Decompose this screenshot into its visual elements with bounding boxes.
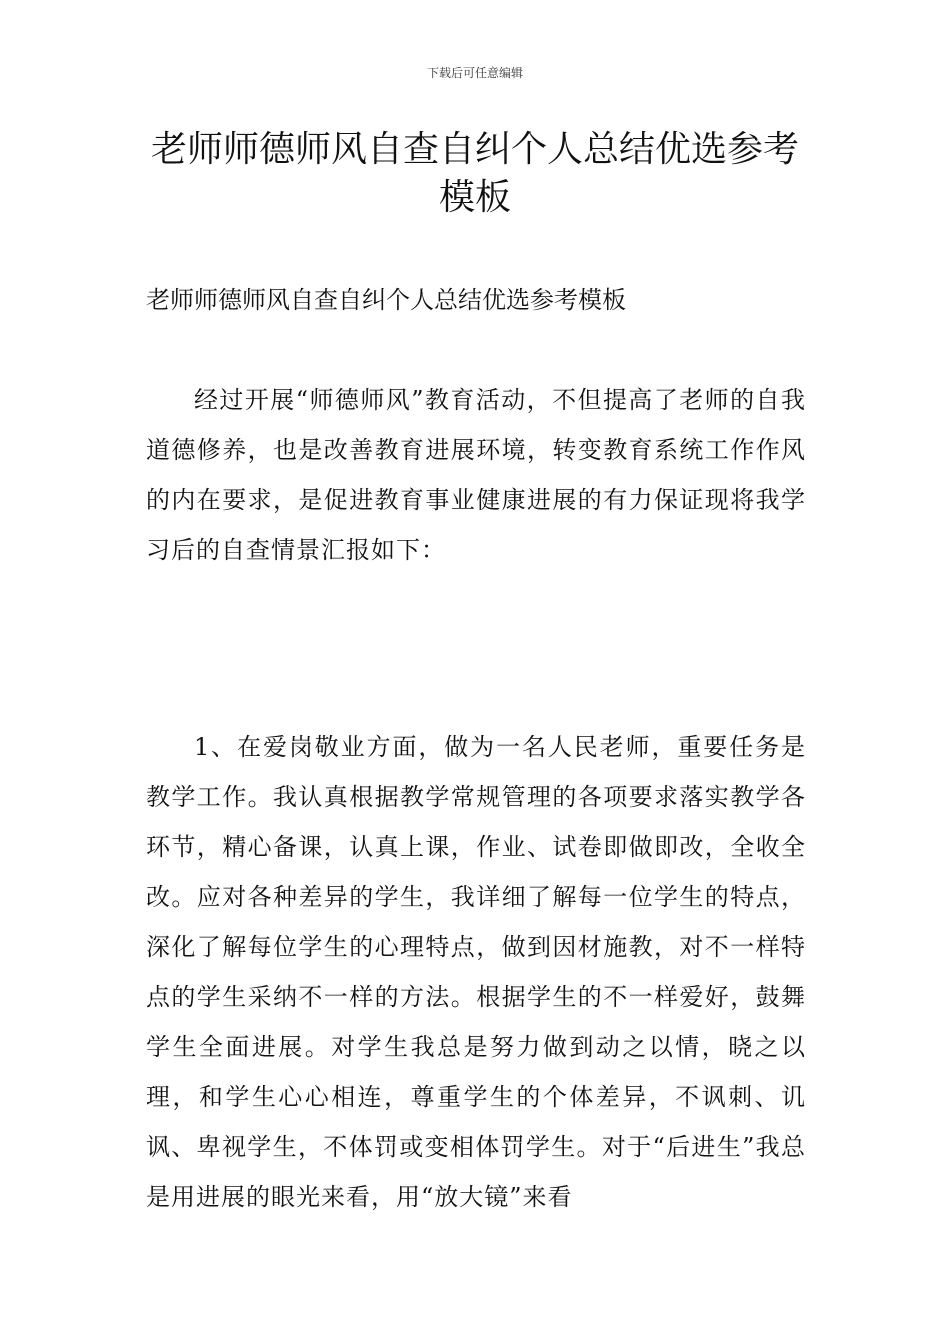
header-note: 下载后可任意编辑 <box>426 66 523 80</box>
document-title: 老师师德师风自查自纠个人总结优选参考模板 <box>150 129 799 218</box>
paragraph-intro: 经过开展“师德师风”教育活动，不但提高了老师的自我道德修养，也是改善教育进展环境，转变教育系统工作作风的内在要求，是促进教育事业健康进展的有力保证现将我学习后的自查情景汇报如下： <box>146 386 806 564</box>
document-subtitle: 老师师德师风自查自纠个人总结优选参考模板 <box>146 286 626 314</box>
paragraph-item-1: 1、在爱岗敬业方面，做为一名人民老师，重要任务是教学工作。我认真根据教学常规管理的各项要求落实教学各环节，精心备课，认真上课，作业、试卷即做即改，全收全改。应对各种差异的学生，我详细了解每一位学生的特点，深化了解每位学生的心理特点，做到因材施教，对不一样特点的学生采纳不一样的方法。根据学生的不一样爱好，鼓舞学生全面进展。对学生我总是努力做到动之以情，晓之以理，和学生心心相连，尊重学生的个体差异，不讽刺、讥讽、卑视学生，不体罚或变相体罚学生。对于“后进生”我总是用进展的眼光来看，用“放大镜”来看 <box>146 733 806 1211</box>
